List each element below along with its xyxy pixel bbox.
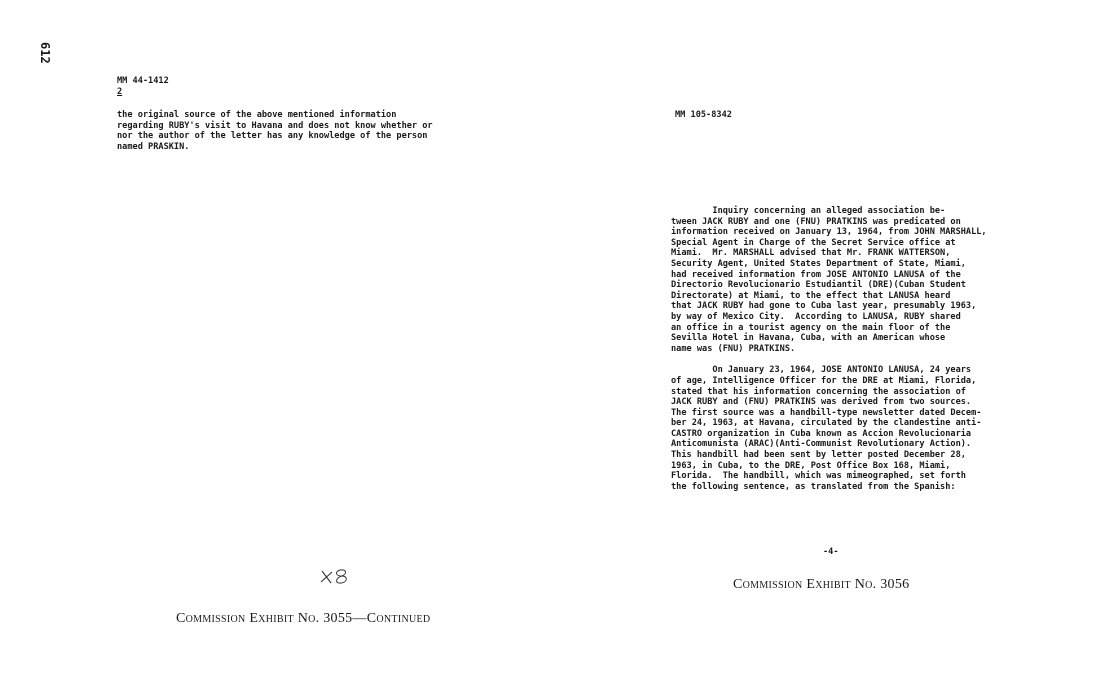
right-exhibit-caption: Commission Exhibit No. 3056 <box>733 577 910 592</box>
left-page-marker: 2 <box>117 87 123 97</box>
left-file-number: MM 44-1412 <box>117 76 169 86</box>
page-number: 612 <box>38 42 52 64</box>
right-file-number: MM 105-8342 <box>675 110 732 120</box>
handwritten-mark <box>318 566 354 586</box>
paragraph-inquiry: Inquiry concerning an alleged association be- tween JACK RUBY and one (FNU) PRATKINS was predicated on information received on January 13, 1964, from JOHN MARSHALL, Special Agent in Charge of the Secret Service office at Miami. Mr. MARSHALL advised that Mr. FRANK WATTERSON, Security Agent, United States Department of State, Miami, had received information from JOSE ANTONIO LANUSA of the Directorio Revolucionario Estudiantil (DRE)(Cuban Student Directorate) at Miami, to the effect that LANUSA heard that JACK RUBY had gone to Cuba last year, presumably 1963, by way of Mexico City. According to LANUSA, RUBY shared an office in a tourist agency on the main floor of the Sevilla Hotel in Havana, Cuba, with an American whose name was (FNU) PRATKINS. <box>671 206 987 354</box>
left-body-text: the original source of the above mentioned information regarding RUBY's visit to Havana and does not know whether or nor the author of the letter has any knowledge of the person named PRASKIN. <box>117 110 433 152</box>
paragraph-lanusa-statement: On January 23, 1964, JOSE ANTONIO LANUSA, 24 years of age, Intelligence Officer for the DRE at Miami, Florida, stated that his information concerning the association of JACK RUBY and (FNU) PRATKINS was derived from two sources. The first source was a handbill-type newsletter dated Decem- ber 24, 1963, at Havana, circulated by the clandestine anti- CASTRO organization in Cuba known as Accion Revolucionaria Anticomunista (ARAC)(Anti-Communist Revolutionary Action). This handbill had been sent by letter posted December 28, 1963, in Cuba, to the DRE, Post Office Box 168, Miami, Florida. The handbill, which was mimeographed, set forth the following sentence, as translated from the Spanish: <box>671 365 982 492</box>
right-body <box>671 206 1031 503</box>
right-page-marker: -4- <box>823 547 839 557</box>
left-exhibit-caption: Commission Exhibit No. 3055—Continued <box>176 611 431 626</box>
